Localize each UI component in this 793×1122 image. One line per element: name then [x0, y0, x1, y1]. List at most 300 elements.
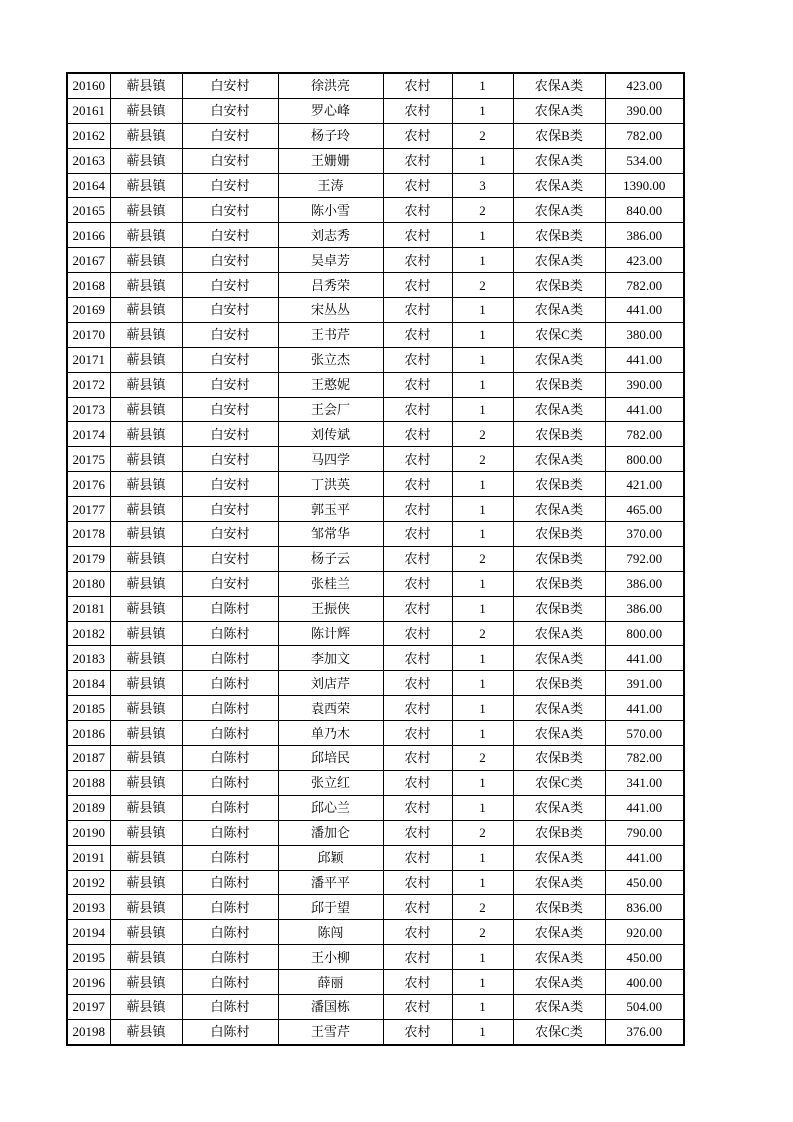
cell-record-id: 20192 [67, 870, 110, 895]
cell-residence-type: 农村 [383, 721, 452, 746]
cell-town: 蕲县镇 [110, 845, 182, 870]
cell-amount: 1390.00 [605, 173, 684, 198]
cell-amount: 465.00 [605, 497, 684, 522]
table-row [67, 994, 684, 1019]
cell-town: 蕲县镇 [110, 447, 182, 472]
cell-town: 蕲县镇 [110, 1019, 182, 1044]
cell-town: 蕲县镇 [110, 820, 182, 845]
cell-name: 陈闯 [278, 920, 383, 945]
cell-village: 白陈村 [182, 746, 278, 771]
cell-headcount: 1 [452, 472, 513, 497]
cell-residence-type: 农村 [383, 472, 452, 497]
cell-amount: 840.00 [605, 198, 684, 223]
cell-insurance-category: 农保B类 [513, 596, 605, 621]
cell-insurance-category: 农保B类 [513, 372, 605, 397]
cell-name: 邱心兰 [278, 795, 383, 820]
cell-residence-type: 农村 [383, 447, 452, 472]
cell-insurance-category: 农保B类 [513, 422, 605, 447]
cell-record-id: 20188 [67, 770, 110, 795]
table-row [67, 945, 684, 970]
cell-town: 蕲县镇 [110, 671, 182, 696]
cell-name: 王书芹 [278, 322, 383, 347]
table-row [67, 123, 684, 148]
cell-insurance-category: 农保A类 [513, 73, 605, 98]
cell-record-id: 20198 [67, 1019, 110, 1044]
cell-name: 王振侠 [278, 596, 383, 621]
cell-record-id: 20190 [67, 820, 110, 845]
cell-headcount: 2 [452, 621, 513, 646]
cell-residence-type: 农村 [383, 546, 452, 571]
cell-record-id: 20160 [67, 73, 110, 98]
cell-insurance-category: 农保A类 [513, 795, 605, 820]
cell-residence-type: 农村 [383, 298, 452, 323]
cell-village: 白安村 [182, 322, 278, 347]
cell-record-id: 20176 [67, 472, 110, 497]
cell-record-id: 20180 [67, 571, 110, 596]
cell-insurance-category: 农保A类 [513, 870, 605, 895]
cell-record-id: 20168 [67, 273, 110, 298]
cell-amount: 782.00 [605, 273, 684, 298]
cell-town: 蕲县镇 [110, 571, 182, 596]
cell-name: 张立红 [278, 770, 383, 795]
cell-amount: 570.00 [605, 721, 684, 746]
cell-record-id: 20197 [67, 994, 110, 1019]
cell-name: 张立杰 [278, 347, 383, 372]
cell-amount: 782.00 [605, 746, 684, 771]
cell-headcount: 3 [452, 173, 513, 198]
record-table [66, 72, 685, 1046]
cell-amount: 376.00 [605, 1019, 684, 1044]
cell-name: 邱培民 [278, 746, 383, 771]
cell-village: 白安村 [182, 223, 278, 248]
cell-residence-type: 农村 [383, 820, 452, 845]
cell-insurance-category: 农保A类 [513, 845, 605, 870]
table-row [67, 472, 684, 497]
cell-headcount: 1 [452, 223, 513, 248]
table-row [67, 770, 684, 795]
cell-village: 白安村 [182, 273, 278, 298]
table-row [67, 895, 684, 920]
cell-residence-type: 农村 [383, 671, 452, 696]
cell-headcount: 2 [452, 273, 513, 298]
cell-headcount: 1 [452, 945, 513, 970]
cell-record-id: 20187 [67, 746, 110, 771]
cell-village: 白陈村 [182, 870, 278, 895]
table-row [67, 322, 684, 347]
cell-town: 蕲县镇 [110, 770, 182, 795]
cell-record-id: 20174 [67, 422, 110, 447]
cell-town: 蕲县镇 [110, 123, 182, 148]
cell-town: 蕲县镇 [110, 970, 182, 995]
cell-amount: 441.00 [605, 298, 684, 323]
cell-headcount: 1 [452, 696, 513, 721]
cell-headcount: 1 [452, 721, 513, 746]
cell-residence-type: 农村 [383, 347, 452, 372]
cell-amount: 790.00 [605, 820, 684, 845]
cell-name: 张桂兰 [278, 571, 383, 596]
cell-amount: 423.00 [605, 248, 684, 273]
cell-record-id: 20161 [67, 98, 110, 123]
cell-residence-type: 农村 [383, 322, 452, 347]
cell-name: 王涛 [278, 173, 383, 198]
cell-headcount: 1 [452, 845, 513, 870]
cell-amount: 421.00 [605, 472, 684, 497]
cell-insurance-category: 农保C类 [513, 322, 605, 347]
cell-amount: 441.00 [605, 646, 684, 671]
cell-insurance-category: 农保A类 [513, 970, 605, 995]
cell-insurance-category: 农保A类 [513, 148, 605, 173]
cell-headcount: 1 [452, 646, 513, 671]
cell-record-id: 20181 [67, 596, 110, 621]
cell-amount: 441.00 [605, 845, 684, 870]
cell-amount: 390.00 [605, 372, 684, 397]
cell-record-id: 20166 [67, 223, 110, 248]
cell-name: 徐洪亮 [278, 73, 383, 98]
cell-headcount: 2 [452, 820, 513, 845]
cell-residence-type: 农村 [383, 522, 452, 547]
cell-insurance-category: 农保B类 [513, 223, 605, 248]
cell-village: 白安村 [182, 173, 278, 198]
cell-residence-type: 农村 [383, 795, 452, 820]
cell-town: 蕲县镇 [110, 945, 182, 970]
cell-town: 蕲县镇 [110, 273, 182, 298]
cell-headcount: 2 [452, 198, 513, 223]
cell-record-id: 20177 [67, 497, 110, 522]
cell-record-id: 20189 [67, 795, 110, 820]
cell-village: 白安村 [182, 522, 278, 547]
cell-amount: 390.00 [605, 98, 684, 123]
cell-name: 单乃木 [278, 721, 383, 746]
table-row [67, 298, 684, 323]
cell-residence-type: 农村 [383, 123, 452, 148]
table-row [67, 372, 684, 397]
table-row [67, 522, 684, 547]
cell-town: 蕲县镇 [110, 372, 182, 397]
cell-village: 白陈村 [182, 994, 278, 1019]
cell-headcount: 2 [452, 447, 513, 472]
cell-insurance-category: 农保B类 [513, 273, 605, 298]
table-row [67, 621, 684, 646]
table-row [67, 795, 684, 820]
cell-record-id: 20185 [67, 696, 110, 721]
cell-town: 蕲县镇 [110, 347, 182, 372]
cell-town: 蕲县镇 [110, 397, 182, 422]
cell-headcount: 1 [452, 870, 513, 895]
table-row [67, 820, 684, 845]
cell-name: 陈计辉 [278, 621, 383, 646]
cell-residence-type: 农村 [383, 945, 452, 970]
cell-amount: 450.00 [605, 945, 684, 970]
cell-name: 袁西荣 [278, 696, 383, 721]
cell-amount: 386.00 [605, 571, 684, 596]
cell-record-id: 20182 [67, 621, 110, 646]
cell-record-id: 20169 [67, 298, 110, 323]
cell-residence-type: 农村 [383, 497, 452, 522]
cell-village: 白安村 [182, 347, 278, 372]
cell-name: 罗心峰 [278, 98, 383, 123]
cell-insurance-category: 农保A类 [513, 621, 605, 646]
cell-insurance-category: 农保A类 [513, 397, 605, 422]
cell-record-id: 20194 [67, 920, 110, 945]
cell-town: 蕲县镇 [110, 322, 182, 347]
cell-insurance-category: 农保A类 [513, 173, 605, 198]
cell-insurance-category: 农保A类 [513, 447, 605, 472]
cell-residence-type: 农村 [383, 994, 452, 1019]
cell-name: 马四学 [278, 447, 383, 472]
cell-village: 白陈村 [182, 596, 278, 621]
cell-amount: 441.00 [605, 397, 684, 422]
cell-name: 杨子玲 [278, 123, 383, 148]
cell-name: 郭玉平 [278, 497, 383, 522]
cell-record-id: 20193 [67, 895, 110, 920]
cell-name: 王会厂 [278, 397, 383, 422]
cell-residence-type: 农村 [383, 1019, 452, 1044]
cell-village: 白陈村 [182, 945, 278, 970]
cell-residence-type: 农村 [383, 248, 452, 273]
cell-residence-type: 农村 [383, 223, 452, 248]
cell-name: 刘店芹 [278, 671, 383, 696]
cell-insurance-category: 农保B类 [513, 571, 605, 596]
cell-insurance-category: 农保A类 [513, 98, 605, 123]
table-row [67, 596, 684, 621]
cell-headcount: 1 [452, 795, 513, 820]
cell-village: 白安村 [182, 422, 278, 447]
cell-insurance-category: 农保A类 [513, 721, 605, 746]
cell-insurance-category: 农保B类 [513, 820, 605, 845]
cell-town: 蕲县镇 [110, 422, 182, 447]
table-row [67, 173, 684, 198]
table-row [67, 671, 684, 696]
cell-insurance-category: 农保A类 [513, 646, 605, 671]
cell-village: 白安村 [182, 248, 278, 273]
cell-amount: 792.00 [605, 546, 684, 571]
cell-record-id: 20162 [67, 123, 110, 148]
cell-insurance-category: 农保B类 [513, 522, 605, 547]
cell-record-id: 20173 [67, 397, 110, 422]
table-row [67, 845, 684, 870]
cell-headcount: 2 [452, 422, 513, 447]
cell-residence-type: 农村 [383, 571, 452, 596]
cell-residence-type: 农村 [383, 895, 452, 920]
cell-town: 蕲县镇 [110, 870, 182, 895]
cell-insurance-category: 农保B类 [513, 895, 605, 920]
cell-village: 白陈村 [182, 845, 278, 870]
cell-residence-type: 农村 [383, 397, 452, 422]
table-row [67, 148, 684, 173]
cell-name: 吕秀荣 [278, 273, 383, 298]
cell-record-id: 20167 [67, 248, 110, 273]
cell-insurance-category: 农保B类 [513, 671, 605, 696]
cell-residence-type: 农村 [383, 920, 452, 945]
cell-name: 杨子云 [278, 546, 383, 571]
cell-residence-type: 农村 [383, 646, 452, 671]
cell-town: 蕲县镇 [110, 621, 182, 646]
cell-residence-type: 农村 [383, 746, 452, 771]
cell-headcount: 1 [452, 1019, 513, 1044]
cell-village: 白陈村 [182, 1019, 278, 1044]
cell-name: 刘志秀 [278, 223, 383, 248]
table-row [67, 98, 684, 123]
cell-town: 蕲县镇 [110, 646, 182, 671]
cell-headcount: 2 [452, 746, 513, 771]
cell-town: 蕲县镇 [110, 920, 182, 945]
cell-town: 蕲县镇 [110, 696, 182, 721]
cell-residence-type: 农村 [383, 148, 452, 173]
table-row [67, 646, 684, 671]
cell-headcount: 2 [452, 895, 513, 920]
cell-headcount: 1 [452, 671, 513, 696]
cell-amount: 800.00 [605, 621, 684, 646]
cell-amount: 836.00 [605, 895, 684, 920]
cell-insurance-category: 农保A类 [513, 198, 605, 223]
cell-headcount: 1 [452, 497, 513, 522]
cell-insurance-category: 农保A类 [513, 248, 605, 273]
cell-name: 宋丛丛 [278, 298, 383, 323]
cell-headcount: 2 [452, 546, 513, 571]
cell-amount: 423.00 [605, 73, 684, 98]
cell-village: 白安村 [182, 123, 278, 148]
cell-residence-type: 农村 [383, 696, 452, 721]
cell-record-id: 20179 [67, 546, 110, 571]
cell-name: 王小柳 [278, 945, 383, 970]
cell-amount: 386.00 [605, 223, 684, 248]
cell-town: 蕲县镇 [110, 522, 182, 547]
cell-town: 蕲县镇 [110, 173, 182, 198]
cell-village: 白安村 [182, 298, 278, 323]
table-row [67, 447, 684, 472]
cell-insurance-category: 农保A类 [513, 347, 605, 372]
table-row [67, 273, 684, 298]
cell-town: 蕲县镇 [110, 248, 182, 273]
cell-residence-type: 农村 [383, 970, 452, 995]
cell-residence-type: 农村 [383, 73, 452, 98]
cell-town: 蕲县镇 [110, 98, 182, 123]
cell-record-id: 20196 [67, 970, 110, 995]
cell-village: 白安村 [182, 372, 278, 397]
cell-insurance-category: 农保A类 [513, 497, 605, 522]
cell-name: 丁洪英 [278, 472, 383, 497]
table-row [67, 746, 684, 771]
table-row [67, 497, 684, 522]
cell-name: 邹常华 [278, 522, 383, 547]
cell-village: 白陈村 [182, 970, 278, 995]
record-table-body [67, 73, 684, 1045]
cell-town: 蕲县镇 [110, 298, 182, 323]
cell-residence-type: 农村 [383, 870, 452, 895]
cell-record-id: 20170 [67, 322, 110, 347]
cell-village: 白安村 [182, 447, 278, 472]
cell-name: 潘加仑 [278, 820, 383, 845]
table-row [67, 397, 684, 422]
table-row [67, 73, 684, 98]
cell-insurance-category: 农保B类 [513, 472, 605, 497]
cell-record-id: 20178 [67, 522, 110, 547]
cell-village: 白陈村 [182, 671, 278, 696]
cell-insurance-category: 农保B类 [513, 746, 605, 771]
cell-village: 白安村 [182, 472, 278, 497]
cell-headcount: 1 [452, 98, 513, 123]
cell-insurance-category: 农保C类 [513, 1019, 605, 1044]
cell-insurance-category: 农保A类 [513, 920, 605, 945]
cell-town: 蕲县镇 [110, 198, 182, 223]
cell-headcount: 1 [452, 770, 513, 795]
cell-village: 白安村 [182, 397, 278, 422]
cell-village: 白陈村 [182, 770, 278, 795]
cell-insurance-category: 农保A类 [513, 696, 605, 721]
cell-amount: 450.00 [605, 870, 684, 895]
cell-name: 潘国栋 [278, 994, 383, 1019]
cell-village: 白安村 [182, 198, 278, 223]
cell-residence-type: 农村 [383, 621, 452, 646]
cell-record-id: 20164 [67, 173, 110, 198]
cell-village: 白陈村 [182, 696, 278, 721]
cell-town: 蕲县镇 [110, 596, 182, 621]
cell-headcount: 1 [452, 970, 513, 995]
cell-headcount: 1 [452, 372, 513, 397]
table-row [67, 546, 684, 571]
cell-insurance-category: 农保A类 [513, 945, 605, 970]
cell-village: 白安村 [182, 148, 278, 173]
cell-name: 薛丽 [278, 970, 383, 995]
cell-village: 白陈村 [182, 721, 278, 746]
cell-record-id: 20195 [67, 945, 110, 970]
cell-residence-type: 农村 [383, 273, 452, 298]
table-row [67, 970, 684, 995]
cell-village: 白安村 [182, 546, 278, 571]
cell-insurance-category: 农保A类 [513, 994, 605, 1019]
cell-residence-type: 农村 [383, 422, 452, 447]
cell-village: 白安村 [182, 73, 278, 98]
cell-name: 刘传斌 [278, 422, 383, 447]
cell-headcount: 1 [452, 148, 513, 173]
cell-town: 蕲县镇 [110, 472, 182, 497]
cell-village: 白安村 [182, 98, 278, 123]
cell-village: 白陈村 [182, 820, 278, 845]
cell-town: 蕲县镇 [110, 994, 182, 1019]
cell-amount: 504.00 [605, 994, 684, 1019]
table-row [67, 347, 684, 372]
cell-village: 白陈村 [182, 621, 278, 646]
cell-amount: 782.00 [605, 123, 684, 148]
cell-name: 王姗姗 [278, 148, 383, 173]
cell-headcount: 2 [452, 123, 513, 148]
cell-headcount: 2 [452, 920, 513, 945]
cell-record-id: 20186 [67, 721, 110, 746]
cell-amount: 782.00 [605, 422, 684, 447]
cell-record-id: 20171 [67, 347, 110, 372]
cell-amount: 386.00 [605, 596, 684, 621]
cell-town: 蕲县镇 [110, 546, 182, 571]
cell-headcount: 1 [452, 522, 513, 547]
cell-record-id: 20163 [67, 148, 110, 173]
cell-amount: 441.00 [605, 795, 684, 820]
table-row [67, 571, 684, 596]
cell-town: 蕲县镇 [110, 721, 182, 746]
cell-name: 王憨妮 [278, 372, 383, 397]
cell-town: 蕲县镇 [110, 73, 182, 98]
cell-name: 潘平平 [278, 870, 383, 895]
table-row [67, 920, 684, 945]
cell-headcount: 1 [452, 73, 513, 98]
cell-headcount: 1 [452, 596, 513, 621]
cell-insurance-category: 农保A类 [513, 298, 605, 323]
cell-residence-type: 农村 [383, 98, 452, 123]
cell-headcount: 1 [452, 397, 513, 422]
cell-record-id: 20165 [67, 198, 110, 223]
cell-amount: 441.00 [605, 696, 684, 721]
cell-name: 邱于望 [278, 895, 383, 920]
cell-village: 白陈村 [182, 895, 278, 920]
